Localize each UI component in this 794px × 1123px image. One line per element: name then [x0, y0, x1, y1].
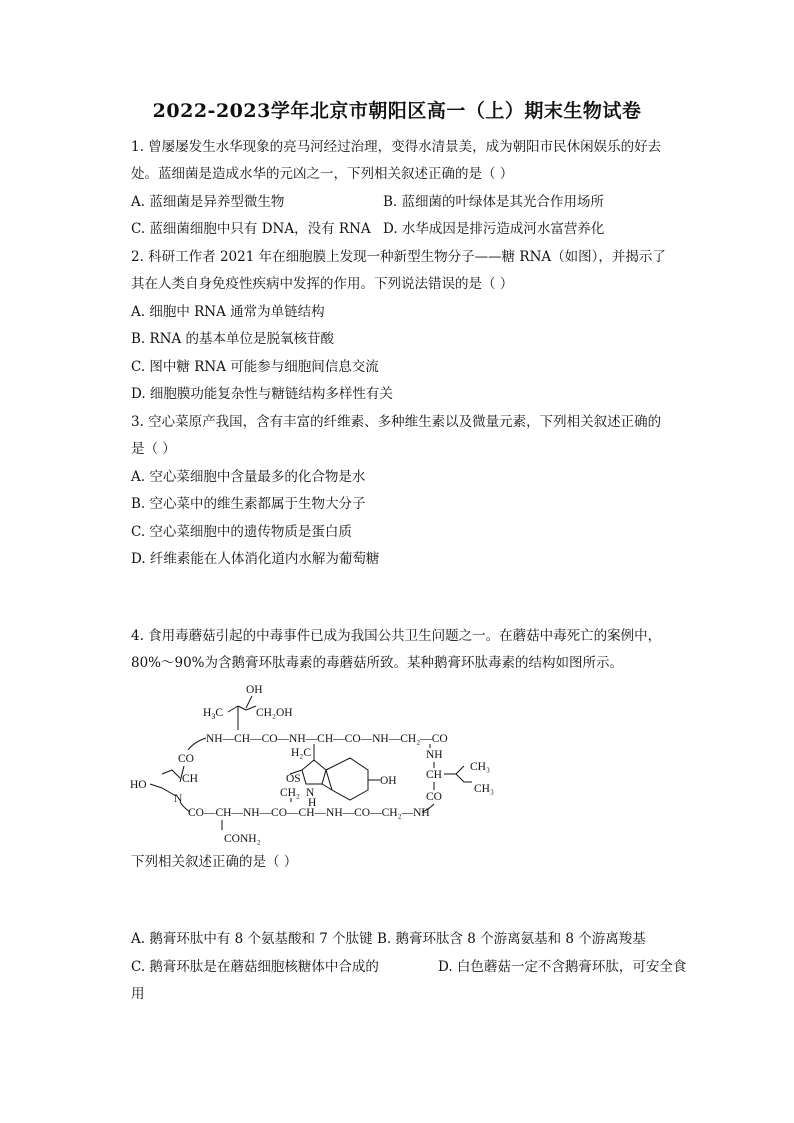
structure-h3c-label: $H_3C$ [203, 707, 223, 721]
q2-stem-line1: 2. 科研工作者 2021 年在细胞膜上发现一种新型生物分子——糖 RNA（如图），并揭示了 [131, 249, 666, 265]
q3-option-a[interactable]: A. 空心菜细胞中含量最多的化合物是水 [131, 469, 366, 485]
bond [444, 766, 472, 782]
q3-option-c[interactable]: C. 空心菜细胞中的遗传物质是蛋白质 [131, 524, 352, 540]
q2-stem-line2: 其在人类自身免疫性疾病中发挥的作用。下列说法错误的是（ ） [131, 276, 514, 292]
q3-stem-line2: 是（ ） [131, 441, 176, 457]
q4-option-c[interactable]: C. 鹅膏环肽是在蘑菇细胞核糖体中合成的 [131, 959, 379, 975]
structure-n-ring: N [174, 793, 183, 805]
bond [246, 706, 256, 710]
amatoxin-structure-diagram [128, 678, 508, 848]
q1-option-d[interactable]: D. 水华成因是排污造成河水富营养化 [383, 221, 605, 237]
q3-stem-line1: 3. 空心菜原产我国，含有丰富的纤维素、多种维生素以及微量元素，下列相关叙述正确的 [131, 414, 662, 430]
structure-oh-top: OH [246, 684, 263, 696]
bond [228, 706, 238, 712]
bond [302, 760, 326, 784]
structure-chain-bottom: CO—CH—NH—CO—CH—NH—CO—CH₂—NH [188, 807, 430, 819]
q1-option-a[interactable]: A. 蓝细菌是异养型微生物 [131, 194, 285, 210]
structure-os: OS [286, 773, 301, 785]
structure-conh2: CONH₂ [224, 833, 261, 845]
q2-option-d[interactable]: D. 细胞膜功能复杂性与糖链结构多样性有关 [131, 386, 393, 402]
structure-co-left: CO [178, 753, 194, 765]
structure-co-right: CO [426, 791, 442, 803]
q4-prompt: 下列相关叙述正确的是（ ） [131, 854, 298, 870]
structure-h-indole: H [308, 797, 317, 809]
q4-option-d[interactable]: D. 白色蘑菇一定不含鹅膏环肽，可安全食 [438, 959, 687, 975]
bond [188, 738, 206, 750]
structure-ch3-a: CH₃ [470, 761, 490, 773]
bond [246, 696, 252, 708]
structure-oh-indole: OH [380, 775, 397, 787]
structure-ch2-mid-visible: CH₂ [280, 787, 300, 799]
structure-h2c: H₂C [291, 747, 311, 759]
bond [326, 758, 368, 800]
q4-option-ab[interactable]: A. 鹅膏环肽中有 8 个氨基酸和 7 个肽键 B. 鹅膏环肽含 8 个游离氨基和 8 个游离羧基 [131, 931, 646, 947]
structure-ch2oh: CH₂OH [256, 707, 293, 719]
q2-option-a[interactable]: A. 细胞中 RNA 通常为单链结构 [131, 304, 325, 320]
q1-stem-line1: 1. 曾屡屡发生水华现象的亮马河经过治理，变得水清景美，成为朝阳市民休闲娱乐的好去 [131, 139, 662, 155]
q2-option-c[interactable]: C. 图中糖 RNA 可能参与细胞间信息交流 [131, 359, 379, 375]
q1-option-c[interactable]: C. 蓝细菌细胞中只有 DNA，没有 RNA [131, 221, 371, 237]
q4-stem-line1: 4. 食用毒蘑菇引起的中毒事件已成为我国公共卫生问题之一。在蘑菇中毒死亡的案例中， [131, 628, 662, 644]
structure-n-indole: N [306, 787, 315, 799]
structure-ch-right: CH [426, 769, 442, 781]
q4-stem-line2: 80%～90%为含鹅膏环肽毒素的毒蘑菇所致。某种鹅膏环肽毒素的结构如图所示。 [131, 655, 624, 671]
page-title: 2022-2023学年北京市朝阳区高一（上）期末生物试卷 [152, 100, 642, 122]
bond [238, 706, 246, 710]
structure-chain-top: NH—CH—CO—NH—CH—CO—NH—CH₂—CO [206, 733, 448, 745]
bond [150, 784, 176, 796]
q3-option-b[interactable]: B. 空心菜中的维生素都属于生物大分子 [131, 496, 366, 512]
q3-option-d[interactable]: D. 纤维素能在人体消化道内水解为葡萄糖 [131, 551, 380, 567]
q2-option-b[interactable]: B. RNA 的基本单位是脱氧核苷酸 [131, 331, 335, 347]
structure-ho-left: HO [130, 779, 147, 791]
structure-nh-right: NH [426, 749, 443, 761]
bond [162, 770, 180, 778]
structure-ch3-b: CH₃ [474, 783, 494, 795]
q1-option-b[interactable]: B. 蓝细菌的叶绿体是其光合作用场所 [383, 194, 605, 210]
q4-option-d-continued: 用 [131, 986, 145, 1002]
structure-ch-ring: CH [182, 773, 198, 785]
q1-stem-line2: 处。蓝细菌是造成水华的元凶之一，下列相关叙述正确的是（ ） [131, 166, 514, 182]
